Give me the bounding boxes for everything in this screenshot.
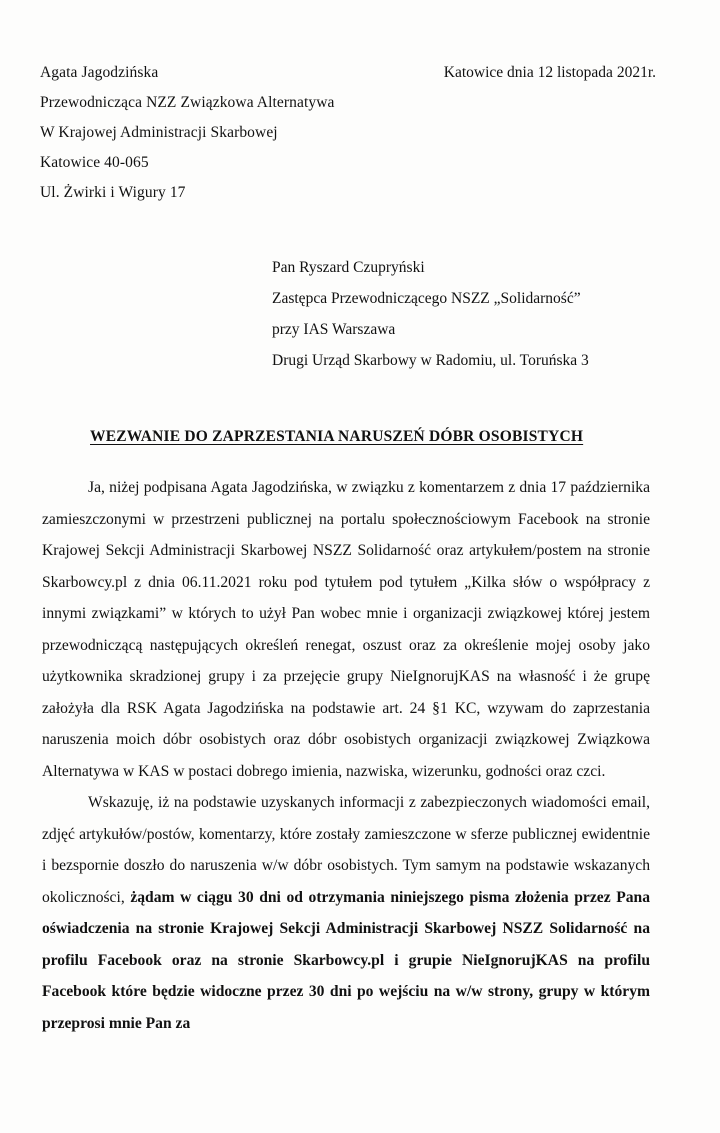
paragraph-2 [42, 787, 650, 1039]
paragraph-2-bold-demand: żądam w ciągu 30 dni od otrzymania niniejszego pisma złożenia przez Pana oświadczenia na stronie Krajowej Sekcji Administracji Skarbowej NSZZ Solidarność na profilu Facebook oraz na stronie Skarbowcy.pl i grupie NieIgnorujKAS na profilu Facebook które będzie widoczne przez 30 dni po wejściu na w/w strony, grupy w którym przeprosi mnie Pan za [42, 888, 650, 1032]
paragraph-2-normal-text: Wskazuję, iż na podstawie uzyskanych informacji z zabezpieczonych wiadomości email, zdjęć artykułów/postów, komentarzy, które zostały zamieszczone w sferze publicznej ewidentnie i bezspornie doszło do naruszenia w/w dóbr osobistych. Tym samym na podstawie wskazanych okoliczności, [42, 794, 650, 906]
sender-block [40, 58, 335, 208]
sender-line-3: W Krajowej Administracji Skarbowej [40, 124, 278, 141]
sender-line-2: Przewodnicząca NZZ Związkowa Alternatywa [40, 94, 335, 111]
letter-header [40, 58, 658, 208]
recipient-line-2: Zastępca Przewodniczącego NSZZ „Solidarność” [272, 290, 581, 307]
recipient-line-1: Pan Ryszard Czupryński [272, 259, 425, 276]
recipient-line-3: przy IAS Warszawa [272, 321, 396, 338]
recipient-block [272, 252, 658, 376]
sender-line-5: Ul. Żwirki i Wigury 17 [40, 184, 186, 201]
letter-body [42, 472, 650, 1039]
paragraph-1: Ja, niżej podpisana Agata Jagodzińska, w związku z komentarzem z dnia 17 października zamieszczonymi w przestrzeni publicznej na portalu społecznościowym Facebook na stronie Krajowej Sekcji Administracji Skarbowej NSZZ Solidarność oraz artykułem/postem na stronie Skarbowcy.pl z dnia 06.11.2021 roku pod tytułem pod tytułem „Kilka słów o współpracy z innymi związkami” w których to użył Pan wobec mnie i organizacji związkowej której jestem przewodniczącą następujących określeń renegat, oszust oraz za określenie mojej osoby jako użytkownika skradzionej grupy i za przejęcie grupy NieIgnorujKAS na własność i że grupę założyła dla RSK Agata Jagodzińska na podstawie art. 24 §1 KC, wzywam do zaprzestania naruszenia moich dóbr osobistych oraz dóbr osobistych organizacji związkowej Związkowa Alternatywa w KAS w postaci dobrego imienia, nazwiska, wizerunku, godności oraz czci. [42, 479, 650, 780]
recipient-line-4: Drugi Urząd Skarbowy w Radomiu, ul. Toruńska 3 [272, 352, 589, 369]
document-title: WEZWANIE DO ZAPRZESTANIA NARUSZEŃ DÓBR OSOBISTYCH [90, 428, 584, 445]
sender-line-4: Katowice 40-065 [40, 154, 149, 171]
sender-line-1: Agata Jagodzińska [40, 64, 159, 81]
place-and-date: Katowice dnia 12 listopada 2021r. [443, 64, 656, 81]
